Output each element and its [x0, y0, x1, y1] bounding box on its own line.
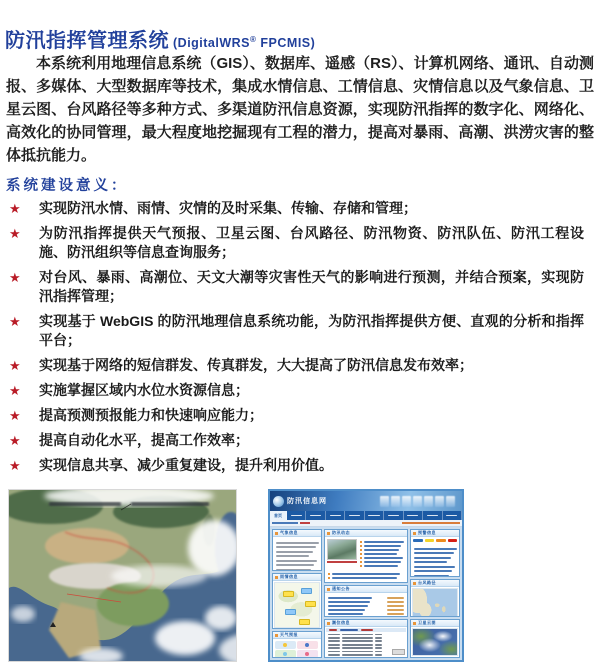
- portal-column-left: [272, 529, 322, 660]
- benefits-list: [6, 199, 584, 481]
- satellite-cloud-map-figure: [8, 489, 237, 662]
- text-line-placeholder: [328, 573, 404, 575]
- text-line-placeholder: [414, 566, 455, 568]
- arrow-icon: [327, 532, 330, 535]
- arrow-icon: [327, 588, 330, 591]
- panel-notices: [324, 585, 408, 617]
- typhoon-track-map: [412, 588, 458, 617]
- list-item: ★ 实现防汛水情、雨情、灾情的及时采集、传输、存储和管理；: [6, 199, 584, 218]
- star-bullet-icon: ★: [9, 314, 21, 329]
- panel-title: 气象信息: [280, 530, 298, 535]
- portal-column-right: [410, 529, 460, 660]
- portal-nav-tab: [404, 511, 423, 520]
- text-line-placeholder: [328, 605, 404, 607]
- typhoon-icon: [305, 652, 309, 656]
- panel-rain-map: [272, 573, 322, 629]
- portal-nav-tab: [384, 511, 403, 520]
- news-photo: [327, 539, 357, 560]
- rain-distribution-map: [274, 582, 320, 628]
- star-bullet-icon: ★: [9, 201, 21, 216]
- arrow-icon: [275, 634, 278, 637]
- more-button-placeholder: [392, 649, 405, 655]
- portal-header-watermark: [380, 496, 459, 507]
- text-line-placeholder: [276, 560, 317, 562]
- moon-icon: [305, 643, 309, 647]
- notice-list: [325, 593, 407, 617]
- tide-table-header: [326, 628, 406, 632]
- intro-paragraph: 本系统利用地理信息系统（GIS）、数据库、遥感（RS）、计算机网络、通讯、自动测报、多媒体、大型数据库等技术，集成水情信息、工情信息、灾情信息以及气象信息、卫星云图、台风路径等多种方式、多渠道防汛信息资源，实现防汛指挥的数字化、网络化、高效化的协同管理，最大程度地挖掘现有工程的潜力，提高对暴雨、高潮、洪涝灾害的整体抵抗能力。: [6, 55, 594, 164]
- text-line-placeholder: [276, 555, 309, 557]
- portal-nav-tab: [345, 511, 364, 520]
- panel-weather-info: [272, 529, 322, 571]
- portal-nav-tab-home: 首页: [270, 511, 287, 520]
- forecast-icons: [273, 639, 321, 658]
- text-line-placeholder: [360, 557, 404, 559]
- portal-nav-tab: [287, 511, 306, 520]
- text-line-placeholder: [328, 577, 404, 579]
- portal-nav-tab: [326, 511, 345, 520]
- page-title-latin: (DigitalWRS® FPCMIS): [173, 34, 316, 50]
- page-title: [5, 24, 315, 53]
- panel-satellite-cloud: [410, 619, 460, 658]
- portal-site-title: 防汛信息网: [287, 498, 327, 505]
- text-line-placeholder: [360, 553, 404, 555]
- text-line-placeholder: [328, 640, 404, 642]
- text-line-placeholder: [414, 548, 457, 550]
- section-heading: 系统建设意义：: [6, 178, 129, 194]
- text-line-placeholder: [360, 545, 404, 547]
- list-item: ★ 提高自动化水平，提高工作效率；: [6, 431, 584, 450]
- text-line-placeholder: [414, 561, 447, 563]
- portal-nav-tab: [365, 511, 384, 520]
- portal-logo-icon: [273, 496, 284, 507]
- cloud-icon: [283, 652, 287, 656]
- arrow-icon: [413, 622, 416, 625]
- star-bullet-icon: ★: [9, 383, 21, 398]
- panel-title: 防汛动态: [332, 530, 350, 535]
- text-line-placeholder: [276, 569, 311, 571]
- sun-icon: [283, 643, 287, 647]
- text-line-placeholder: [276, 564, 314, 566]
- list-item: ★ 对台风、暴雨、高潮位、天文大潮等灾害性天气的影响进行预测，并结合预案，实现防汛指挥管理；: [6, 268, 584, 306]
- text-line-placeholder: [276, 542, 319, 544]
- list-item: ★ 实现信息共享、减少重复建设，提升利用价值。: [6, 456, 584, 475]
- text-line-placeholder: [328, 597, 404, 599]
- satellite-cloud-map-image: [9, 490, 236, 661]
- panel-title: 潮位信息: [332, 620, 350, 625]
- star-bullet-icon: ★: [9, 458, 21, 473]
- panel-title: 预警信息: [418, 530, 436, 535]
- panel-weather-forecast: [272, 631, 322, 658]
- list-item: ★ 提高预测预报能力和快速响应能力；: [6, 406, 584, 425]
- portal-nav-tab: [423, 511, 442, 520]
- warning-red: [448, 539, 458, 542]
- panel-warnings: [410, 529, 460, 577]
- arrow-icon: [413, 582, 416, 585]
- list-item: ★ 为防汛指挥提供天气预报、卫星云图、台风路径、防汛物资、防汛队伍、防汛工程设施、防汛组织等信息查询服务；: [6, 224, 584, 262]
- warning-orange: [436, 539, 446, 542]
- star-bullet-icon: ★: [9, 358, 21, 373]
- arrow-icon: [327, 622, 330, 625]
- arrow-icon: [413, 532, 416, 535]
- panel-title: 雨情信息: [280, 574, 298, 579]
- text-line-placeholder: [328, 634, 404, 636]
- star-bullet-icon: ★: [9, 408, 21, 423]
- text-line-placeholder: [414, 570, 452, 572]
- portal-nav-bar: [270, 511, 462, 520]
- arrow-icon: [275, 576, 278, 579]
- text-line-placeholder: [328, 609, 404, 611]
- text-line-placeholder: [414, 552, 454, 554]
- panel-tide-table: [324, 619, 408, 658]
- portal-screenshot-figure: [268, 489, 464, 662]
- text-line-placeholder: [328, 637, 404, 639]
- text-line-placeholder: [328, 613, 404, 615]
- warning-yellow: [425, 539, 435, 542]
- panel-title: 卫星云图: [418, 620, 436, 625]
- panel-title: 台风路径: [418, 580, 436, 585]
- panel-title: 天气预报: [280, 632, 298, 637]
- list-item: ★ 实施掌握区域内水位水资源信息；: [6, 381, 584, 400]
- text-line-placeholder: [328, 644, 404, 646]
- registered-mark: ®: [250, 34, 257, 44]
- text-line-placeholder: [414, 575, 449, 577]
- text-line-placeholder: [360, 565, 404, 567]
- panel-flood-news: [324, 529, 408, 583]
- panel-title: 通知公告: [332, 586, 350, 591]
- portal-nav-tab: [306, 511, 325, 520]
- list-item: ★ 实现基于网络的短信群发、传真群发，大大提高了防汛信息发布效率；: [6, 356, 584, 375]
- photo-caption-placeholder: [327, 561, 357, 563]
- text-line-placeholder: [360, 561, 404, 563]
- warning-blue: [413, 539, 423, 542]
- portal-column-middle: [324, 529, 408, 660]
- arrow-icon: [275, 532, 278, 535]
- list-item: ★ 实现基于 WebGIS 的防汛地理信息系统功能，为防汛指挥提供方便、直观的分析和指挥平台；: [6, 312, 584, 350]
- text-line-placeholder: [360, 541, 404, 543]
- star-bullet-icon: ★: [9, 226, 21, 241]
- portal-breadcrumb-bar: [270, 520, 462, 527]
- text-line-placeholder: [414, 557, 451, 559]
- star-bullet-icon: ★: [9, 270, 21, 285]
- star-bullet-icon: ★: [9, 433, 21, 448]
- panel-typhoon-map: [410, 579, 460, 617]
- text-line-placeholder: [328, 601, 404, 603]
- portal-header: [270, 491, 462, 511]
- satellite-cloud-thumbnail: [412, 628, 458, 656]
- text-line-placeholder: [360, 549, 404, 551]
- text-line-placeholder: [276, 551, 313, 553]
- portal-nav-tab: [443, 511, 462, 520]
- text-line-placeholder: [276, 546, 316, 548]
- news-link-list: [359, 539, 405, 569]
- page-title-zh: 防汛指挥管理系统: [5, 30, 169, 52]
